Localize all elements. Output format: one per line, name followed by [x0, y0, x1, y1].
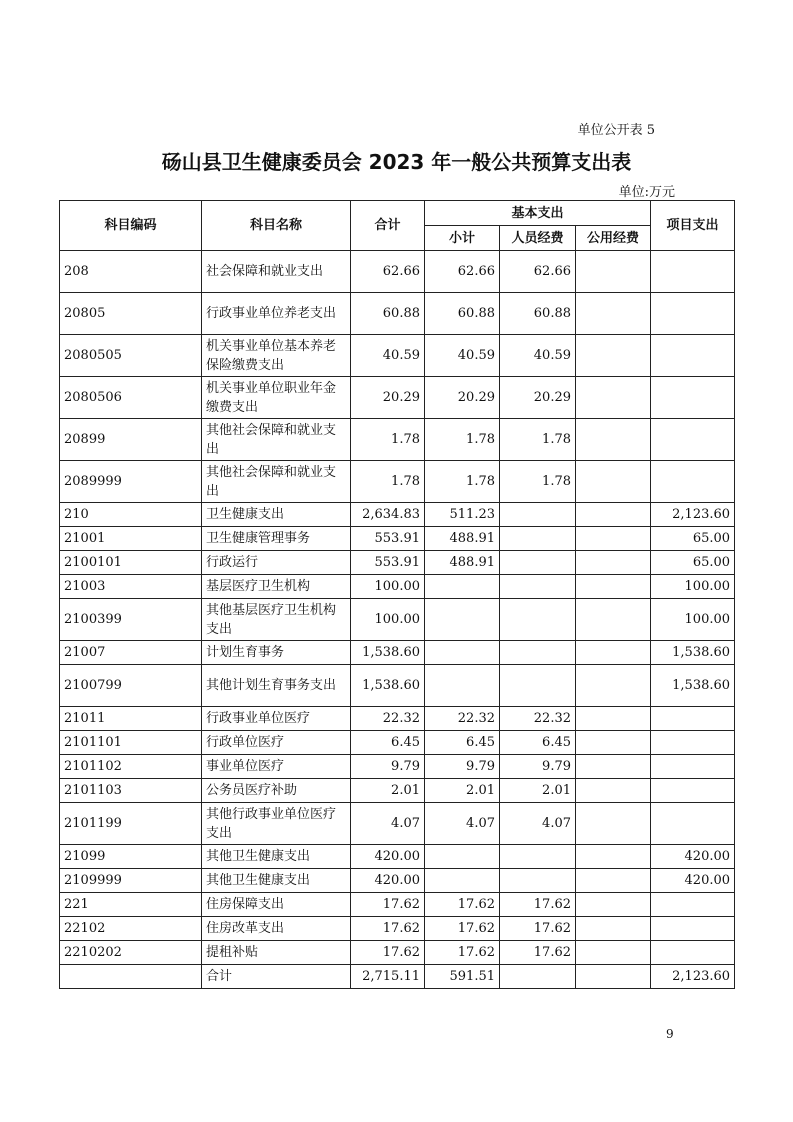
cell-personnel	[500, 503, 576, 527]
cell-subtotal: 17.62	[425, 917, 500, 941]
cell-subtotal	[425, 665, 500, 707]
cell-code: 2089999	[60, 461, 202, 503]
table-row	[60, 893, 735, 917]
cell-subtotal: 1.78	[425, 461, 500, 503]
cell-code	[60, 965, 202, 989]
cell-name: 其他社会保障和就业支出	[202, 461, 351, 503]
cell-project	[651, 293, 735, 335]
cell-subtotal: 511.23	[425, 503, 500, 527]
cell-name: 公务员医疗补助	[202, 779, 351, 803]
cell-total: 17.62	[351, 917, 425, 941]
cell-total: 40.59	[351, 335, 425, 377]
cell-personnel: 4.07	[500, 803, 576, 845]
cell-code: 2080505	[60, 335, 202, 377]
table-number-label: 单位公开表 5	[577, 123, 655, 138]
cell-name: 其他卫生健康支出	[202, 869, 351, 893]
cell-total: 2,715.11	[351, 965, 425, 989]
cell-code: 22102	[60, 917, 202, 941]
cell-public	[576, 779, 651, 803]
table-row	[60, 779, 735, 803]
cell-code: 210	[60, 503, 202, 527]
cell-public	[576, 755, 651, 779]
cell-name: 其他计划生育事务支出	[202, 665, 351, 707]
cell-code: 21011	[60, 707, 202, 731]
cell-project: 100.00	[651, 575, 735, 599]
cell-code: 221	[60, 893, 202, 917]
cell-name: 其他社会保障和就业支出	[202, 419, 351, 461]
cell-total: 17.62	[351, 941, 425, 965]
cell-public	[576, 551, 651, 575]
cell-total: 62.66	[351, 251, 425, 293]
cell-code: 20805	[60, 293, 202, 335]
cell-personnel: 6.45	[500, 731, 576, 755]
cell-total: 100.00	[351, 575, 425, 599]
cell-personnel: 17.62	[500, 893, 576, 917]
cell-code: 2101199	[60, 803, 202, 845]
cell-project: 1,538.60	[651, 641, 735, 665]
table-row	[60, 845, 735, 869]
cell-code: 2109999	[60, 869, 202, 893]
cell-project: 420.00	[651, 869, 735, 893]
cell-name: 合计	[202, 965, 351, 989]
cell-project: 1,538.60	[651, 665, 735, 707]
cell-subtotal: 22.32	[425, 707, 500, 731]
cell-project	[651, 707, 735, 731]
cell-code: 2100101	[60, 551, 202, 575]
cell-subtotal: 1.78	[425, 419, 500, 461]
table-row	[60, 917, 735, 941]
cell-subtotal: 488.91	[425, 551, 500, 575]
cell-personnel	[500, 551, 576, 575]
cell-project	[651, 917, 735, 941]
cell-total: 9.79	[351, 755, 425, 779]
cell-project	[651, 251, 735, 293]
header-name: 科目名称	[202, 201, 351, 251]
cell-public	[576, 845, 651, 869]
cell-personnel: 17.62	[500, 917, 576, 941]
cell-code: 2101102	[60, 755, 202, 779]
table-row	[60, 335, 735, 377]
cell-project	[651, 941, 735, 965]
table-row	[60, 419, 735, 461]
header-project: 项目支出	[651, 201, 735, 251]
cell-project	[651, 419, 735, 461]
table-body	[60, 251, 735, 989]
cell-project: 2,123.60	[651, 503, 735, 527]
cell-code: 21001	[60, 527, 202, 551]
cell-subtotal: 488.91	[425, 527, 500, 551]
table-row	[60, 755, 735, 779]
cell-public	[576, 527, 651, 551]
cell-total: 20.29	[351, 377, 425, 419]
document-title: 砀山县卫生健康委员会 2023 年一般公共预算支出表	[161, 150, 632, 174]
cell-public	[576, 419, 651, 461]
table-row	[60, 803, 735, 845]
cell-public	[576, 965, 651, 989]
cell-personnel: 62.66	[500, 251, 576, 293]
cell-name: 行政运行	[202, 551, 351, 575]
cell-project	[651, 731, 735, 755]
cell-personnel	[500, 665, 576, 707]
cell-project	[651, 893, 735, 917]
cell-personnel	[500, 869, 576, 893]
cell-total: 17.62	[351, 893, 425, 917]
cell-total: 60.88	[351, 293, 425, 335]
cell-public	[576, 335, 651, 377]
cell-subtotal: 6.45	[425, 731, 500, 755]
cell-subtotal: 4.07	[425, 803, 500, 845]
unit-label: 单位:万元	[618, 185, 675, 200]
cell-name: 住房保障支出	[202, 893, 351, 917]
page-number: 9	[666, 1027, 674, 1041]
cell-project: 420.00	[651, 845, 735, 869]
cell-public	[576, 707, 651, 731]
cell-name: 行政单位医疗	[202, 731, 351, 755]
cell-total: 1.78	[351, 461, 425, 503]
cell-subtotal	[425, 599, 500, 641]
cell-project	[651, 335, 735, 377]
cell-personnel	[500, 599, 576, 641]
cell-name: 机关事业单位基本养老保险缴费支出	[202, 335, 351, 377]
table-row	[60, 707, 735, 731]
header-total: 合计	[351, 201, 425, 251]
cell-total: 1,538.60	[351, 641, 425, 665]
cell-project	[651, 803, 735, 845]
cell-subtotal: 2.01	[425, 779, 500, 803]
table-row	[60, 575, 735, 599]
cell-public	[576, 251, 651, 293]
table-row	[60, 461, 735, 503]
cell-project	[651, 779, 735, 803]
table-row	[60, 551, 735, 575]
cell-personnel	[500, 965, 576, 989]
cell-subtotal: 62.66	[425, 251, 500, 293]
cell-code: 21007	[60, 641, 202, 665]
table-row	[60, 377, 735, 419]
table-row	[60, 503, 735, 527]
cell-personnel	[500, 575, 576, 599]
cell-name: 住房改革支出	[202, 917, 351, 941]
cell-public	[576, 599, 651, 641]
table-row	[60, 293, 735, 335]
cell-subtotal: 40.59	[425, 335, 500, 377]
cell-subtotal: 591.51	[425, 965, 500, 989]
header-personnel: 人员经费	[500, 226, 576, 251]
cell-subtotal	[425, 575, 500, 599]
cell-name: 行政事业单位医疗	[202, 707, 351, 731]
budget-table	[59, 200, 735, 989]
cell-subtotal: 17.62	[425, 893, 500, 917]
cell-public	[576, 575, 651, 599]
cell-public	[576, 641, 651, 665]
cell-total: 2.01	[351, 779, 425, 803]
header-code: 科目编码	[60, 201, 202, 251]
cell-public	[576, 665, 651, 707]
cell-public	[576, 803, 651, 845]
cell-name: 其他行政事业单位医疗支出	[202, 803, 351, 845]
cell-personnel: 9.79	[500, 755, 576, 779]
header-basic: 基本支出	[425, 201, 651, 226]
cell-total: 4.07	[351, 803, 425, 845]
cell-personnel: 60.88	[500, 293, 576, 335]
cell-code: 21003	[60, 575, 202, 599]
cell-code: 2101101	[60, 731, 202, 755]
cell-personnel: 1.78	[500, 419, 576, 461]
cell-project	[651, 377, 735, 419]
cell-public	[576, 293, 651, 335]
cell-subtotal	[425, 845, 500, 869]
cell-code: 208	[60, 251, 202, 293]
cell-subtotal: 17.62	[425, 941, 500, 965]
cell-project: 65.00	[651, 527, 735, 551]
cell-name: 事业单位医疗	[202, 755, 351, 779]
table-header	[60, 201, 735, 251]
cell-total: 420.00	[351, 869, 425, 893]
cell-subtotal	[425, 869, 500, 893]
cell-name: 机关事业单位职业年金缴费支出	[202, 377, 351, 419]
cell-public	[576, 461, 651, 503]
cell-total: 100.00	[351, 599, 425, 641]
cell-subtotal	[425, 641, 500, 665]
table-row	[60, 527, 735, 551]
cell-total: 6.45	[351, 731, 425, 755]
cell-name: 提租补贴	[202, 941, 351, 965]
table-row	[60, 731, 735, 755]
cell-code: 2080506	[60, 377, 202, 419]
header-public: 公用经费	[576, 226, 651, 251]
cell-subtotal: 9.79	[425, 755, 500, 779]
cell-public	[576, 731, 651, 755]
cell-total: 1,538.60	[351, 665, 425, 707]
cell-name: 计划生育事务	[202, 641, 351, 665]
cell-name: 卫生健康支出	[202, 503, 351, 527]
cell-public	[576, 893, 651, 917]
cell-name: 行政事业单位养老支出	[202, 293, 351, 335]
cell-personnel	[500, 527, 576, 551]
cell-public	[576, 377, 651, 419]
cell-project	[651, 461, 735, 503]
cell-personnel: 40.59	[500, 335, 576, 377]
cell-project: 65.00	[651, 551, 735, 575]
table-row	[60, 869, 735, 893]
cell-code: 20899	[60, 419, 202, 461]
header-subtotal: 小计	[425, 226, 500, 251]
cell-code: 2100399	[60, 599, 202, 641]
table-row	[60, 941, 735, 965]
cell-total: 2,634.83	[351, 503, 425, 527]
cell-project: 2,123.60	[651, 965, 735, 989]
cell-total: 553.91	[351, 551, 425, 575]
cell-subtotal: 60.88	[425, 293, 500, 335]
table-row	[60, 599, 735, 641]
cell-name: 其他卫生健康支出	[202, 845, 351, 869]
table-row	[60, 665, 735, 707]
table-row	[60, 251, 735, 293]
cell-personnel: 1.78	[500, 461, 576, 503]
cell-public	[576, 503, 651, 527]
cell-personnel: 2.01	[500, 779, 576, 803]
cell-total: 22.32	[351, 707, 425, 731]
cell-code: 2100799	[60, 665, 202, 707]
cell-personnel	[500, 845, 576, 869]
cell-name: 卫生健康管理事务	[202, 527, 351, 551]
cell-code: 2101103	[60, 779, 202, 803]
cell-code: 2210202	[60, 941, 202, 965]
cell-total: 553.91	[351, 527, 425, 551]
table-row	[60, 965, 735, 989]
table-row	[60, 641, 735, 665]
cell-project	[651, 755, 735, 779]
cell-total: 1.78	[351, 419, 425, 461]
cell-name: 社会保障和就业支出	[202, 251, 351, 293]
cell-project: 100.00	[651, 599, 735, 641]
cell-total: 420.00	[351, 845, 425, 869]
cell-code: 21099	[60, 845, 202, 869]
cell-public	[576, 917, 651, 941]
cell-public	[576, 869, 651, 893]
cell-subtotal: 20.29	[425, 377, 500, 419]
cell-name: 基层医疗卫生机构	[202, 575, 351, 599]
cell-personnel: 20.29	[500, 377, 576, 419]
cell-personnel: 22.32	[500, 707, 576, 731]
cell-personnel	[500, 641, 576, 665]
cell-public	[576, 941, 651, 965]
cell-name: 其他基层医疗卫生机构支出	[202, 599, 351, 641]
cell-personnel: 17.62	[500, 941, 576, 965]
